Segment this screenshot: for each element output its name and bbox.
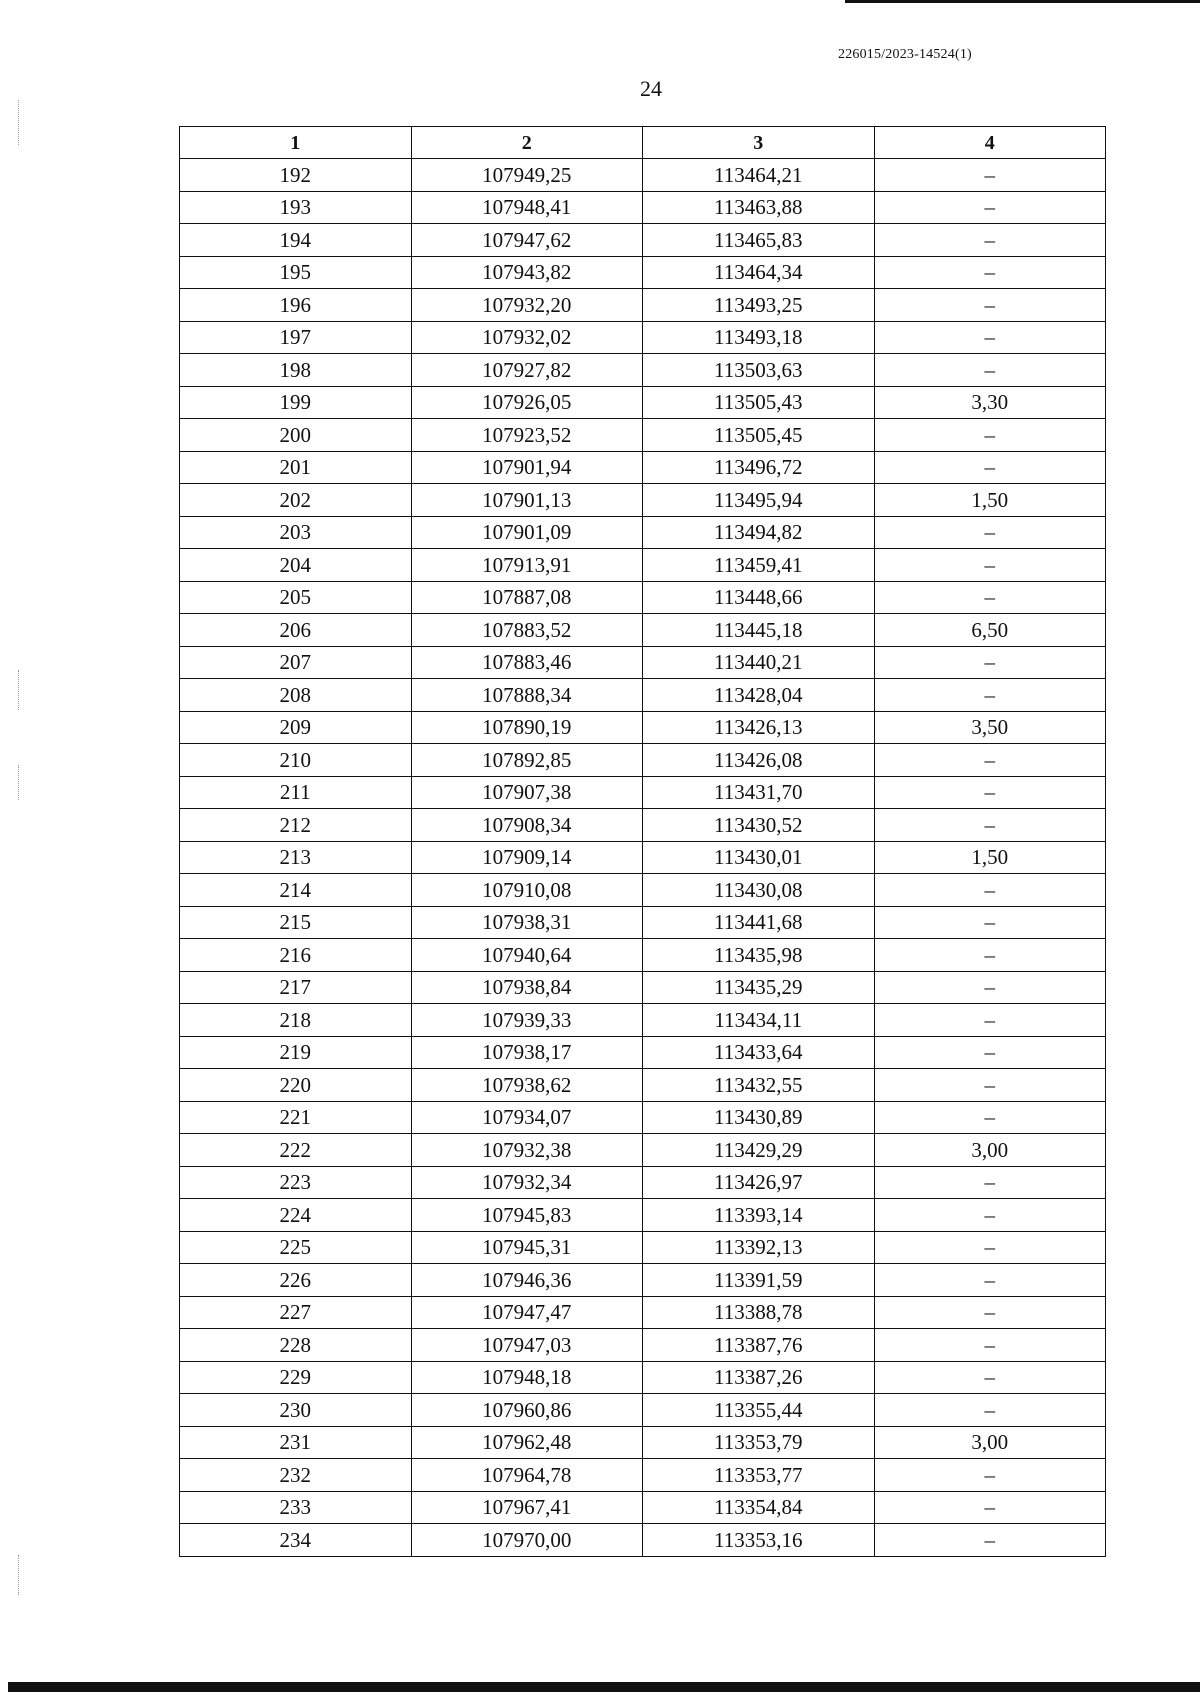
- value-cell: –: [874, 354, 1106, 387]
- value-cell: –: [874, 1329, 1106, 1362]
- value-cell: –: [874, 1231, 1106, 1264]
- table-row: [180, 321, 1106, 354]
- x-coordinate-cell: 107938,17: [411, 1036, 643, 1069]
- y-coordinate-cell: 113495,94: [643, 484, 875, 517]
- document-id: 226015/2023-14524(1): [838, 47, 972, 62]
- x-coordinate-cell: 107945,31: [411, 1231, 643, 1264]
- table-row: [180, 1459, 1106, 1492]
- value-cell: –: [874, 1491, 1106, 1524]
- y-coordinate-cell: 113353,77: [643, 1459, 875, 1492]
- value-cell: –: [874, 549, 1106, 582]
- x-coordinate-cell: 107901,13: [411, 484, 643, 517]
- table-row: [180, 1069, 1106, 1102]
- table-row: [180, 1329, 1106, 1362]
- point-number-cell: 193: [180, 191, 412, 224]
- x-coordinate-cell: 107960,86: [411, 1394, 643, 1427]
- value-cell: –: [874, 1036, 1106, 1069]
- value-cell: –: [874, 581, 1106, 614]
- table-row: [180, 256, 1106, 289]
- x-coordinate-cell: 107907,38: [411, 776, 643, 809]
- x-coordinate-cell: 107887,08: [411, 581, 643, 614]
- value-cell: –: [874, 289, 1106, 322]
- x-coordinate-cell: 107909,14: [411, 841, 643, 874]
- y-coordinate-cell: 113464,21: [643, 159, 875, 192]
- point-number-cell: 221: [180, 1101, 412, 1134]
- x-coordinate-cell: 107910,08: [411, 874, 643, 907]
- point-number-cell: 210: [180, 744, 412, 777]
- x-coordinate-cell: 107932,34: [411, 1166, 643, 1199]
- value-cell: 3,00: [874, 1426, 1106, 1459]
- table-row: [180, 1426, 1106, 1459]
- x-coordinate-cell: 107946,36: [411, 1264, 643, 1297]
- y-coordinate-cell: 113463,88: [643, 191, 875, 224]
- y-coordinate-cell: 113353,16: [643, 1524, 875, 1557]
- point-number-cell: 212: [180, 809, 412, 842]
- y-coordinate-cell: 113435,29: [643, 971, 875, 1004]
- x-coordinate-cell: 107938,62: [411, 1069, 643, 1102]
- x-coordinate-cell: 107883,46: [411, 646, 643, 679]
- point-number-cell: 205: [180, 581, 412, 614]
- y-coordinate-cell: 113430,89: [643, 1101, 875, 1134]
- y-coordinate-cell: 113355,44: [643, 1394, 875, 1427]
- point-number-cell: 219: [180, 1036, 412, 1069]
- point-number-cell: 195: [180, 256, 412, 289]
- point-number-cell: 197: [180, 321, 412, 354]
- value-cell: –: [874, 419, 1106, 452]
- point-number-cell: 224: [180, 1199, 412, 1232]
- x-coordinate-cell: 107949,25: [411, 159, 643, 192]
- table-row: [180, 1004, 1106, 1037]
- point-number-cell: 232: [180, 1459, 412, 1492]
- value-cell: –: [874, 1101, 1106, 1134]
- point-number-cell: 229: [180, 1361, 412, 1394]
- value-cell: –: [874, 971, 1106, 1004]
- y-coordinate-cell: 113448,66: [643, 581, 875, 614]
- table-row: [180, 1361, 1106, 1394]
- bottom-border-rule: [8, 1682, 1200, 1692]
- x-coordinate-cell: 107938,31: [411, 906, 643, 939]
- point-number-cell: 199: [180, 386, 412, 419]
- y-coordinate-cell: 113434,11: [643, 1004, 875, 1037]
- table-row: [180, 711, 1106, 744]
- point-number-cell: 226: [180, 1264, 412, 1297]
- value-cell: –: [874, 776, 1106, 809]
- table-row: [180, 159, 1106, 192]
- value-cell: –: [874, 939, 1106, 972]
- x-coordinate-cell: 107888,34: [411, 679, 643, 712]
- point-number-cell: 233: [180, 1491, 412, 1524]
- table-row: [180, 419, 1106, 452]
- table-row: [180, 1524, 1106, 1557]
- value-cell: –: [874, 646, 1106, 679]
- y-coordinate-cell: 113387,76: [643, 1329, 875, 1362]
- table-header-row: [180, 127, 1106, 159]
- y-coordinate-cell: 113393,14: [643, 1199, 875, 1232]
- y-coordinate-cell: 113464,34: [643, 256, 875, 289]
- table-row: [180, 224, 1106, 257]
- value-cell: 6,50: [874, 614, 1106, 647]
- value-cell: 3,50: [874, 711, 1106, 744]
- point-number-cell: 206: [180, 614, 412, 647]
- point-number-cell: 213: [180, 841, 412, 874]
- x-coordinate-cell: 107938,84: [411, 971, 643, 1004]
- table-row: [180, 841, 1106, 874]
- point-number-cell: 215: [180, 906, 412, 939]
- y-coordinate-cell: 113426,97: [643, 1166, 875, 1199]
- x-coordinate-cell: 107913,91: [411, 549, 643, 582]
- y-coordinate-cell: 113428,04: [643, 679, 875, 712]
- value-cell: –: [874, 1394, 1106, 1427]
- table-row: [180, 971, 1106, 1004]
- table-row: [180, 906, 1106, 939]
- table-row: [180, 646, 1106, 679]
- table-row: [180, 1394, 1106, 1427]
- point-number-cell: 220: [180, 1069, 412, 1102]
- value-cell: –: [874, 224, 1106, 257]
- point-number-cell: 209: [180, 711, 412, 744]
- value-cell: –: [874, 321, 1106, 354]
- y-coordinate-cell: 113387,26: [643, 1361, 875, 1394]
- table-row: [180, 1231, 1106, 1264]
- y-coordinate-cell: 113426,08: [643, 744, 875, 777]
- point-number-cell: 201: [180, 451, 412, 484]
- value-cell: –: [874, 1459, 1106, 1492]
- y-coordinate-cell: 113431,70: [643, 776, 875, 809]
- y-coordinate-cell: 113430,52: [643, 809, 875, 842]
- value-cell: –: [874, 451, 1106, 484]
- column-header-3: 3: [643, 127, 875, 159]
- point-number-cell: 200: [180, 419, 412, 452]
- point-number-cell: 203: [180, 516, 412, 549]
- scan-mark: [18, 100, 23, 145]
- x-coordinate-cell: 107943,82: [411, 256, 643, 289]
- value-cell: –: [874, 906, 1106, 939]
- value-cell: –: [874, 1199, 1106, 1232]
- table-row: [180, 1491, 1106, 1524]
- value-cell: 1,50: [874, 484, 1106, 517]
- table-row: [180, 451, 1106, 484]
- point-number-cell: 234: [180, 1524, 412, 1557]
- table-row: [180, 354, 1106, 387]
- point-number-cell: 196: [180, 289, 412, 322]
- point-number-cell: 217: [180, 971, 412, 1004]
- point-number-cell: 231: [180, 1426, 412, 1459]
- point-number-cell: 222: [180, 1134, 412, 1167]
- table-row: [180, 1134, 1106, 1167]
- table-row: [180, 549, 1106, 582]
- table-row: [180, 516, 1106, 549]
- y-coordinate-cell: 113493,18: [643, 321, 875, 354]
- table-row: [180, 614, 1106, 647]
- value-cell: 3,30: [874, 386, 1106, 419]
- point-number-cell: 227: [180, 1296, 412, 1329]
- x-coordinate-cell: 107901,94: [411, 451, 643, 484]
- x-coordinate-cell: 107948,18: [411, 1361, 643, 1394]
- x-coordinate-cell: 107932,02: [411, 321, 643, 354]
- point-number-cell: 230: [180, 1394, 412, 1427]
- x-coordinate-cell: 107945,83: [411, 1199, 643, 1232]
- point-number-cell: 211: [180, 776, 412, 809]
- value-cell: –: [874, 1524, 1106, 1557]
- column-header-2: 2: [411, 127, 643, 159]
- y-coordinate-cell: 113391,59: [643, 1264, 875, 1297]
- table-row: [180, 484, 1106, 517]
- table-row: [180, 1036, 1106, 1069]
- y-coordinate-cell: 113505,45: [643, 419, 875, 452]
- table-row: [180, 191, 1106, 224]
- y-coordinate-cell: 113430,01: [643, 841, 875, 874]
- x-coordinate-cell: 107947,03: [411, 1329, 643, 1362]
- value-cell: 3,00: [874, 1134, 1106, 1167]
- table-row: [180, 581, 1106, 614]
- point-number-cell: 194: [180, 224, 412, 257]
- point-number-cell: 223: [180, 1166, 412, 1199]
- point-number-cell: 204: [180, 549, 412, 582]
- x-coordinate-cell: 107890,19: [411, 711, 643, 744]
- table-row: [180, 1296, 1106, 1329]
- x-coordinate-cell: 107948,41: [411, 191, 643, 224]
- y-coordinate-cell: 113429,29: [643, 1134, 875, 1167]
- y-coordinate-cell: 113503,63: [643, 354, 875, 387]
- x-coordinate-cell: 107883,52: [411, 614, 643, 647]
- table-row: [180, 744, 1106, 777]
- x-coordinate-cell: 107962,48: [411, 1426, 643, 1459]
- point-number-cell: 216: [180, 939, 412, 972]
- table-row: [180, 1264, 1106, 1297]
- scan-mark: [18, 765, 23, 800]
- value-cell: –: [874, 809, 1106, 842]
- x-coordinate-cell: 107927,82: [411, 354, 643, 387]
- x-coordinate-cell: 107970,00: [411, 1524, 643, 1557]
- coordinates-table-container: [179, 126, 1106, 1557]
- value-cell: –: [874, 256, 1106, 289]
- x-coordinate-cell: 107940,64: [411, 939, 643, 972]
- y-coordinate-cell: 113493,25: [643, 289, 875, 322]
- point-number-cell: 208: [180, 679, 412, 712]
- value-cell: –: [874, 1361, 1106, 1394]
- table-row: [180, 939, 1106, 972]
- y-coordinate-cell: 113354,84: [643, 1491, 875, 1524]
- table-row: [180, 1101, 1106, 1134]
- column-header-4: 4: [874, 127, 1106, 159]
- page-number: 24: [640, 76, 662, 101]
- coordinates-table: [179, 126, 1106, 1557]
- value-cell: –: [874, 1004, 1106, 1037]
- x-coordinate-cell: 107934,07: [411, 1101, 643, 1134]
- table-row: [180, 289, 1106, 322]
- table-row: [180, 386, 1106, 419]
- value-cell: –: [874, 744, 1106, 777]
- point-number-cell: 218: [180, 1004, 412, 1037]
- y-coordinate-cell: 113465,83: [643, 224, 875, 257]
- value-cell: –: [874, 679, 1106, 712]
- table-body: [180, 159, 1106, 1557]
- y-coordinate-cell: 113435,98: [643, 939, 875, 972]
- point-number-cell: 192: [180, 159, 412, 192]
- column-header-1: 1: [180, 127, 412, 159]
- table-row: [180, 1199, 1106, 1232]
- table-row: [180, 1166, 1106, 1199]
- y-coordinate-cell: 113496,72: [643, 451, 875, 484]
- y-coordinate-cell: 113426,13: [643, 711, 875, 744]
- x-coordinate-cell: 107923,52: [411, 419, 643, 452]
- point-number-cell: 228: [180, 1329, 412, 1362]
- table-row: [180, 776, 1106, 809]
- table-row: [180, 809, 1106, 842]
- y-coordinate-cell: 113353,79: [643, 1426, 875, 1459]
- y-coordinate-cell: 113445,18: [643, 614, 875, 647]
- value-cell: –: [874, 1069, 1106, 1102]
- value-cell: –: [874, 1296, 1106, 1329]
- y-coordinate-cell: 113430,08: [643, 874, 875, 907]
- x-coordinate-cell: 107892,85: [411, 744, 643, 777]
- value-cell: –: [874, 1166, 1106, 1199]
- x-coordinate-cell: 107964,78: [411, 1459, 643, 1492]
- value-cell: 1,50: [874, 841, 1106, 874]
- value-cell: –: [874, 874, 1106, 907]
- value-cell: –: [874, 159, 1106, 192]
- y-coordinate-cell: 113440,21: [643, 646, 875, 679]
- value-cell: –: [874, 516, 1106, 549]
- y-coordinate-cell: 113392,13: [643, 1231, 875, 1264]
- y-coordinate-cell: 113505,43: [643, 386, 875, 419]
- scan-mark: [18, 1555, 23, 1595]
- scan-mark: [18, 670, 23, 710]
- x-coordinate-cell: 107926,05: [411, 386, 643, 419]
- point-number-cell: 198: [180, 354, 412, 387]
- point-number-cell: 214: [180, 874, 412, 907]
- x-coordinate-cell: 107947,47: [411, 1296, 643, 1329]
- y-coordinate-cell: 113441,68: [643, 906, 875, 939]
- y-coordinate-cell: 113459,41: [643, 549, 875, 582]
- y-coordinate-cell: 113494,82: [643, 516, 875, 549]
- point-number-cell: 202: [180, 484, 412, 517]
- x-coordinate-cell: 107932,38: [411, 1134, 643, 1167]
- top-border-rule: [845, 0, 1200, 3]
- point-number-cell: 207: [180, 646, 412, 679]
- y-coordinate-cell: 113388,78: [643, 1296, 875, 1329]
- table-row: [180, 874, 1106, 907]
- point-number-cell: 225: [180, 1231, 412, 1264]
- table-row: [180, 679, 1106, 712]
- x-coordinate-cell: 107939,33: [411, 1004, 643, 1037]
- y-coordinate-cell: 113433,64: [643, 1036, 875, 1069]
- x-coordinate-cell: 107901,09: [411, 516, 643, 549]
- y-coordinate-cell: 113432,55: [643, 1069, 875, 1102]
- x-coordinate-cell: 107947,62: [411, 224, 643, 257]
- x-coordinate-cell: 107932,20: [411, 289, 643, 322]
- value-cell: –: [874, 191, 1106, 224]
- x-coordinate-cell: 107908,34: [411, 809, 643, 842]
- value-cell: –: [874, 1264, 1106, 1297]
- x-coordinate-cell: 107967,41: [411, 1491, 643, 1524]
